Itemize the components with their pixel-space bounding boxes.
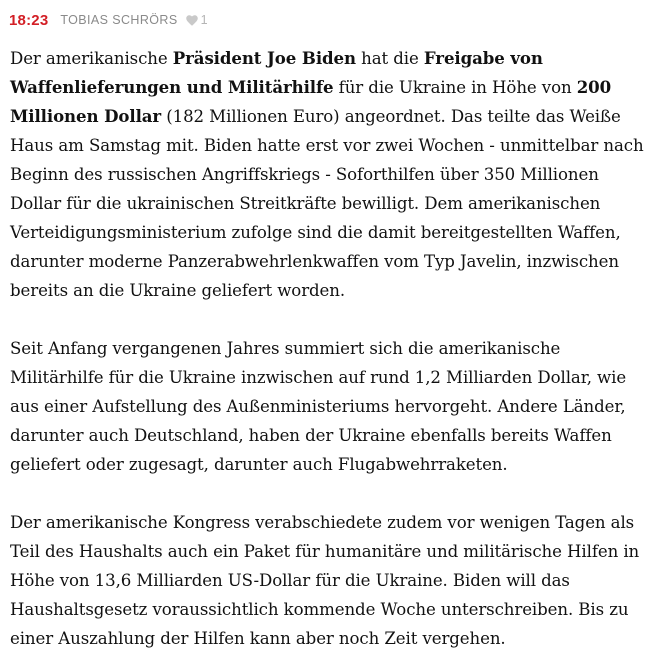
paragraph-2: Seit Anfang vergangenen Jahres summiert sich die amerikanische Militärhilfe für die Ukraine inzwischen auf rund 1,2 Milliarden Dollar, wie aus einer Aufstellung des Außenministeriums hervorgeht. Andere Länder, darunter auch Deutschland, haben der Ukraine ebenfalls bereits Waffen geliefert oder zugesagt, darunter auch Flugabwehrraketen. — [10, 339, 627, 474]
paragraph-3: Der amerikanische Kongress verabschiedete zudem vor wenigen Tagen als Teil des Haushalts auch ein Paket für humanitäre und militärische Hilfen in Höhe von 13,6 Milliarden US-Dollar für die Ukraine. Biden will das Haushaltsgesetz voraussichtlich kommende Woche unterschreiben. Bis zu einer Auszahlung der Hilfen kann aber noch Zeit vergehen. — [10, 513, 640, 648]
post-author[interactable]: TOBIAS SCHRÖRS — [60, 13, 178, 27]
highlight-amount: 200 Millionen Dollar — [10, 77, 612, 126]
paragraph-spacer — [10, 479, 646, 508]
like-button[interactable] — [186, 13, 208, 27]
highlight-president: Präsident Joe Biden — [172, 48, 356, 68]
paragraph-1 — [10, 44, 646, 305]
post-body — [10, 44, 646, 653]
text-segment: für die Ukraine in Höhe von — [333, 78, 577, 97]
post-time: 18:23 — [9, 11, 49, 29]
text-segment: Der amerikanische — [10, 49, 173, 68]
text-segment: hat die — [355, 49, 424, 68]
paragraph-spacer — [10, 305, 646, 334]
heart-icon — [186, 15, 198, 26]
post-meta — [9, 10, 208, 30]
highlight-freigabe: Freigabe von Waffenlieferungen und Militärhilfe — [10, 48, 543, 97]
like-count: 1 — [200, 13, 208, 27]
text-segment: (182 Millionen Euro) angeordnet. Das teilte das Weiße Haus am Samstag mit. Biden hatte erst vor zwei Wochen - unmittelbar nach Beginn des russischen Angriffskriegs - Soforthilfen über 350 Millionen Dollar für die ukrainischen Streitkräfte bewilligt. Dem amerikanischen Verteidigungsministerium zufolge sind die damit bereitgestellten Waffen, darunter moderne Panzerabwehrlenkwaffen vom Typ Javelin, inzwischen bereits an die Ukraine geliefert worden. — [10, 107, 644, 300]
